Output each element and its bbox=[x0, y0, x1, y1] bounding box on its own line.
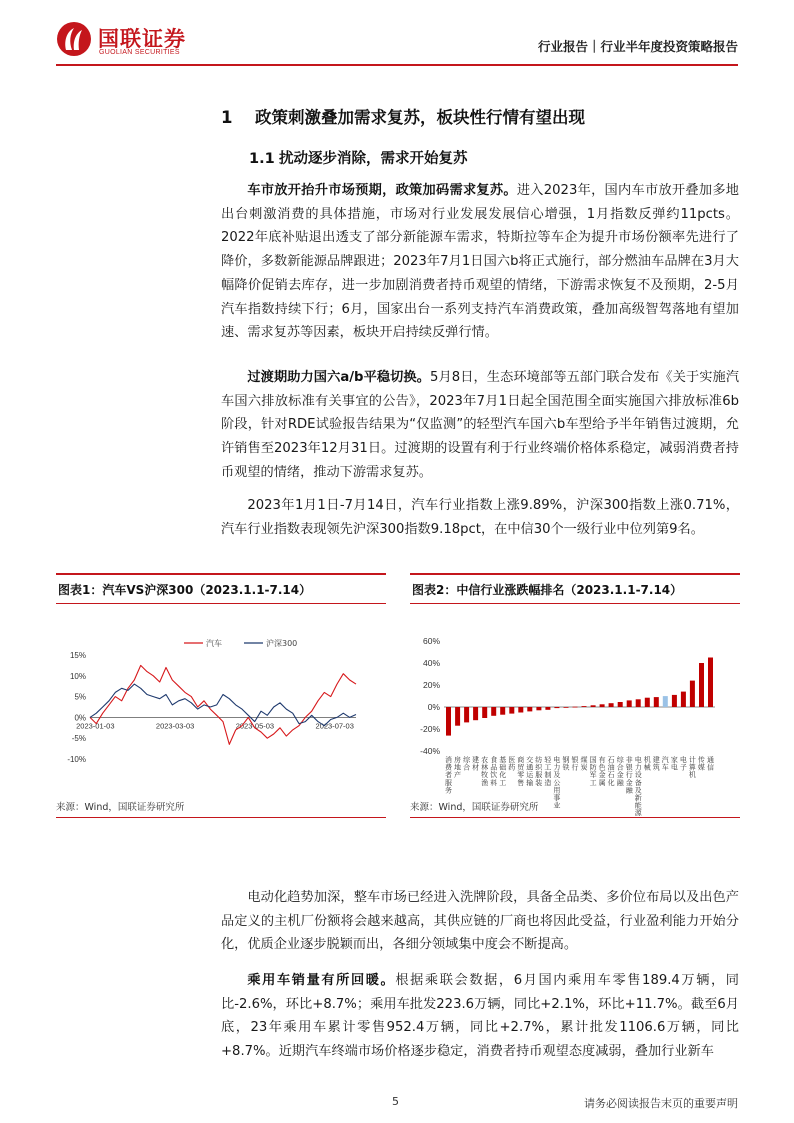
subsection-title-text: 扰动逐步消除，需求开始复苏 bbox=[279, 151, 468, 167]
figure-bottom-rule bbox=[56, 817, 386, 818]
paragraph-index-performance: 2023年1月1日-7月14日，汽车行业指数上涨9.89%，沪深300指数上涨0.71%，汽车行业指数表现领先沪深300指数9.18pct，在中信30个一级行业中位列第9名。 bbox=[221, 498, 739, 537]
bar-综合 bbox=[464, 707, 469, 722]
bar-农林牧渔 bbox=[482, 707, 487, 718]
category-label: 汽车 bbox=[661, 756, 669, 772]
figure-top-rule bbox=[410, 573, 740, 575]
category-label: 通信 bbox=[707, 756, 714, 772]
category-label: 银行 bbox=[571, 756, 579, 772]
bar-机械 bbox=[645, 698, 650, 707]
category-label: 轻工制造 bbox=[544, 756, 552, 787]
bar-煤炭 bbox=[582, 706, 587, 707]
figure-2 bbox=[410, 573, 740, 823]
disclaimer-note: 请务必阅读报告末页的重要声明 bbox=[584, 1097, 738, 1110]
y-tick-label: 20% bbox=[422, 680, 440, 690]
category-label: 非银行金融 bbox=[625, 756, 633, 795]
logo-text-en: GUOLIAN SECURITIES bbox=[99, 49, 180, 56]
category-label: 有色金属 bbox=[598, 756, 606, 787]
paragraph-body: 进入2023年，国内车市放开叠加多地出台刺激消费的具体措施，市场对行业发展发展信心增强，1月指数反弹约11pcts。2022年底补贴退出透支了部分新能源车需求，特斯拉等车企为提升市场份额率先进行了降价，多数新能源品牌跟进；2023年7月1日国六b将正式施行，部分燃油车品牌在3月大幅降价促销去库存，进一步加剧消费者持币观望的情绪，下游需求恢复不及预期，2-5月汽车指数持续下行；6月，国家出台一系列支持汽车消费政策，叠加高级智驾落地有望加速、需求复苏等因素，板块开启持续反弹行情。 bbox=[221, 183, 739, 341]
bar-电力及公用事业 bbox=[554, 707, 559, 708]
subsection-number: 1.1 bbox=[249, 151, 275, 167]
page-number: 5 bbox=[392, 1095, 399, 1108]
bar-建筑 bbox=[654, 697, 659, 707]
subsection-title bbox=[249, 147, 468, 168]
bar-电力设备及新能源 bbox=[636, 699, 641, 707]
category-label: 石油石化 bbox=[607, 756, 615, 787]
paragraph-body: 5月8日，生态环境部等五部门联合发布《关于实施汽车国六排放标准有关事宜的公告》，2023年7月1日起全国范围全面实施国六排放标准6b阶段，针对RDE试验报告结果为“仅监测”的轻型汽车国六b车型给予半年销售过渡期，允许销售至2023年12月31日。过渡期的设置有利于行业终端价格体系稳定，减弱消费者持币观望的情绪，推动下游需求复苏。 bbox=[221, 370, 740, 480]
paragraph-lead: 乘用车销量有所回暖。 bbox=[247, 973, 396, 988]
category-label: 传媒 bbox=[697, 756, 705, 772]
bar-商贸零售 bbox=[518, 707, 523, 713]
line-chart-auto-vs-csi300 bbox=[56, 613, 386, 793]
bar-家电 bbox=[672, 695, 677, 707]
bar-医药 bbox=[509, 707, 514, 714]
section-title bbox=[221, 104, 585, 128]
category-label: 医药 bbox=[508, 756, 516, 772]
bar-传媒 bbox=[699, 663, 704, 707]
bar-食品饮料 bbox=[491, 707, 496, 716]
paragraph-lead: 车市放开抬升市场预期，政策加码需求复苏。 bbox=[247, 183, 517, 198]
paragraph-body: 根据乘联会数据，6月国内乘用车零售189.4万辆，同比-2.6%，环比+8.7%；乘用车批发223.6万辆，同比+2.1%，环比+11.7%。截至6月底，23年乘用车累计零售952.4万辆，同比+2.7%，累计批发1106.6万辆，同比+8.7%。近期汽车终端市场价格逐步稳定，消费者持币观望态度减弱，叠加行业新车 bbox=[221, 973, 739, 1060]
x-tick-label: 2023-03-03 bbox=[155, 721, 195, 731]
y-tick-label: -40% bbox=[420, 746, 440, 756]
y-tick-label: 60% bbox=[422, 636, 440, 646]
y-tick-label: -5% bbox=[71, 734, 86, 744]
bar-汽车 bbox=[663, 696, 668, 707]
paragraph-market-expectation bbox=[221, 179, 739, 345]
bar-石油石化 bbox=[609, 703, 614, 707]
category-label: 计算机 bbox=[688, 756, 696, 780]
category-label: 煤炭 bbox=[580, 756, 588, 772]
category-label: 交通运输 bbox=[526, 756, 534, 787]
x-tick-label: 2023-05-03 bbox=[235, 721, 275, 731]
figure-title-rule bbox=[410, 603, 740, 604]
bar-银行 bbox=[573, 707, 578, 708]
bar-计算机 bbox=[690, 681, 695, 707]
section-title-text: 政策刺激叠加需求复苏，板块性行情有望出现 bbox=[255, 108, 585, 127]
bar-综合金融 bbox=[618, 702, 623, 707]
category-label: 基础化工 bbox=[499, 756, 507, 787]
figure-source: 来源：Wind，国联证券研究所 bbox=[410, 802, 539, 813]
bar-纺织服装 bbox=[536, 707, 541, 710]
category-label: 综合金融 bbox=[616, 756, 624, 787]
bar-建材 bbox=[473, 707, 478, 720]
bar-通信 bbox=[708, 658, 713, 708]
category-label: 钢铁 bbox=[562, 756, 570, 772]
figure-top-rule bbox=[56, 573, 386, 575]
category-label: 电力设备及新能源 bbox=[634, 756, 642, 818]
bar-钢铁 bbox=[564, 707, 569, 708]
y-tick-label: 0% bbox=[427, 702, 440, 712]
category-label: 机械 bbox=[643, 756, 651, 772]
category-label: 房地产 bbox=[454, 756, 461, 780]
category-label: 纺织服装 bbox=[535, 756, 543, 787]
category-label: 国防军工 bbox=[589, 756, 597, 787]
category-label: 综合 bbox=[463, 756, 471, 772]
logo-mark-icon bbox=[56, 20, 92, 58]
bar-轻工制造 bbox=[545, 707, 550, 710]
paragraph-lead: 过渡期助力国六a/b平稳切换。 bbox=[247, 370, 430, 385]
y-tick-label: 40% bbox=[422, 658, 440, 668]
x-tick-label: 2023-07-03 bbox=[315, 721, 354, 731]
category-label: 食品饮料 bbox=[490, 756, 498, 787]
figure-title: 图表1：汽车VS沪深300（2023.1.1-7.14） bbox=[58, 583, 312, 597]
logo-text-cn: 国联证券 bbox=[98, 27, 186, 51]
y-tick-label: -10% bbox=[67, 755, 86, 764]
legend-label: 沪深300 bbox=[266, 639, 298, 648]
series-line-auto bbox=[90, 665, 356, 744]
bar-消费者服务 bbox=[446, 707, 451, 736]
figure-bottom-rule bbox=[410, 817, 740, 818]
figure-title-rule bbox=[56, 603, 386, 604]
bar-基础化工 bbox=[500, 707, 505, 715]
figure-source: 来源：Wind，国联证券研究所 bbox=[56, 802, 185, 813]
report-type: 行业报告｜行业半年度投资策略报告 bbox=[537, 39, 738, 54]
company-logo bbox=[56, 18, 216, 62]
category-label: 建材 bbox=[472, 756, 480, 772]
bar-房地产 bbox=[455, 707, 460, 726]
figure-1 bbox=[56, 573, 386, 823]
y-tick-label: 5% bbox=[74, 692, 86, 702]
category-label: 建筑 bbox=[652, 756, 660, 772]
bar-电子 bbox=[681, 692, 686, 707]
paragraph-electrification: 电动化趋势加深，整车市场已经进入洗牌阶段，具备全品类、多价位布局以及出色产品定义的主机厂份额将会越来越高，其供应链的厂商也将因此受益，行业盈利能力开始分化，优质企业逐步脱颖而出，各细分领域集中度会不断提高。 bbox=[221, 890, 739, 953]
header-divider bbox=[56, 64, 738, 66]
y-tick-label: -20% bbox=[420, 724, 440, 734]
bar-有色金属 bbox=[600, 704, 605, 707]
legend-label: 汽车 bbox=[206, 639, 222, 648]
bar-国防军工 bbox=[591, 705, 596, 707]
category-label: 电子 bbox=[679, 756, 687, 772]
category-label: 消费者服务 bbox=[445, 756, 452, 795]
category-label: 商贸零售 bbox=[517, 756, 525, 787]
paragraph-transition-period bbox=[221, 366, 739, 485]
category-label: 电力及公用事业 bbox=[553, 756, 561, 810]
page-header bbox=[56, 18, 738, 64]
x-tick-label: 2023-01-03 bbox=[76, 721, 115, 731]
bar-交通运输 bbox=[527, 707, 532, 711]
y-tick-label: 15% bbox=[69, 651, 86, 660]
y-tick-label: 10% bbox=[69, 671, 86, 681]
bar-非银行金融 bbox=[627, 700, 632, 707]
paragraph-passenger-sales bbox=[221, 969, 739, 1064]
figure-title: 图表2：中信行业涨跌幅排名（2023.1.1-7.14） bbox=[412, 583, 683, 597]
category-label: 农林牧渔 bbox=[481, 756, 489, 787]
section-number: 1 bbox=[221, 108, 233, 127]
category-label: 家电 bbox=[670, 756, 678, 772]
y-tick-label: 0% bbox=[74, 713, 86, 723]
